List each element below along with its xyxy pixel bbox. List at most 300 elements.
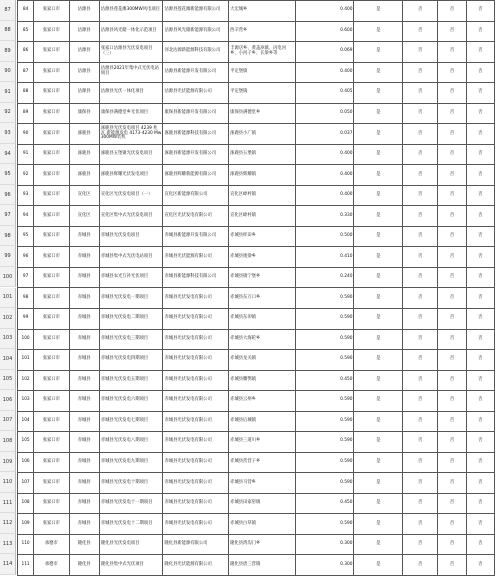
location-cell[interactable]: 大宏城乡	[229, 1, 296, 22]
approved-cell[interactable]: 是	[354, 247, 403, 268]
row-number[interactable]: 89	[0, 41, 16, 62]
capacity-cell[interactable]: 0.590	[295, 411, 354, 432]
company-cell[interactable]: 赤城县光伏发电有限公司	[163, 288, 229, 309]
row-number[interactable]: 88	[0, 21, 16, 42]
approved-cell[interactable]: 是	[354, 288, 403, 309]
row-number[interactable]: 99	[0, 246, 16, 267]
flag-cell[interactable]: 否	[466, 206, 494, 227]
seq-cell[interactable]: 103	[18, 391, 34, 412]
project-name-cell[interactable]: 赤城县光伏发电五期项目	[99, 370, 163, 391]
capacity-cell[interactable]: 0.590	[295, 514, 354, 535]
location-cell[interactable]: 涿鹿县五堡镇	[229, 144, 296, 165]
city-cell[interactable]: 张家口市	[34, 21, 69, 42]
capacity-cell[interactable]: 0.069	[295, 42, 354, 63]
flag-cell[interactable]: 否	[466, 288, 494, 309]
row-number[interactable]: 93	[0, 123, 16, 144]
company-cell[interactable]: 赤城县光伏发电有限公司	[163, 370, 229, 391]
approved-cell[interactable]: 是	[354, 165, 403, 186]
flag-cell[interactable]: 否	[466, 370, 494, 391]
seq-cell[interactable]: 102	[18, 370, 34, 391]
row-number[interactable]: 87	[0, 0, 16, 21]
company-cell[interactable]: 涿鹿县新能源科技有限公司	[163, 124, 229, 145]
location-cell[interactable]: 宣化区崞村镇	[229, 206, 296, 227]
seq-cell[interactable]: 106	[18, 452, 34, 473]
capacity-cell[interactable]: 0.590	[295, 350, 354, 371]
location-cell[interactable]: 赤城县茨营子乡	[229, 452, 296, 473]
county-cell[interactable]: 沽源县	[69, 42, 99, 63]
company-cell[interactable]: 涿鹿县新能源开发有限公司	[163, 144, 229, 165]
flag-cell[interactable]: 否	[438, 370, 466, 391]
project-name-cell[interactable]: 沽源县莲花滩300MW风电项目	[99, 1, 163, 22]
capacity-cell[interactable]: 0.500	[295, 226, 354, 247]
approved-cell[interactable]: 是	[354, 493, 403, 514]
company-cell[interactable]: 宣化区光伏发电有限公司	[163, 206, 229, 227]
city-cell[interactable]: 张家口市	[34, 308, 69, 329]
flag-cell[interactable]: 否	[466, 83, 494, 104]
county-cell[interactable]: 隆化县	[69, 555, 99, 576]
flag-cell[interactable]: 否	[402, 350, 437, 371]
company-cell[interactable]: 沽源县莲花滩新能源有限公司	[163, 1, 229, 22]
county-cell[interactable]: 宣化区	[69, 206, 99, 227]
approved-cell[interactable]: 是	[354, 21, 403, 42]
capacity-cell[interactable]: 0.450	[295, 370, 354, 391]
capacity-cell[interactable]: 0.590	[295, 452, 354, 473]
flag-cell[interactable]: 否	[466, 62, 494, 83]
flag-cell[interactable]: 否	[402, 21, 437, 42]
county-cell[interactable]: 赤城县	[69, 452, 99, 473]
project-name-cell[interactable]: 赤城县农光互补光伏项目	[99, 267, 163, 288]
approved-cell[interactable]: 是	[354, 514, 403, 535]
project-name-cell[interactable]: 沽源县2021年集中式光伏电站项目	[99, 62, 163, 83]
county-cell[interactable]: 赤城县	[69, 473, 99, 494]
city-cell[interactable]: 张家口市	[34, 165, 69, 186]
flag-cell[interactable]: 否	[466, 473, 494, 494]
flag-cell[interactable]: 否	[402, 370, 437, 391]
location-cell[interactable]: 康保县满德堂乡	[229, 103, 296, 124]
row-number[interactable]: 94	[0, 144, 16, 165]
company-cell[interactable]: 沽源县新能源开发有限公司	[163, 62, 229, 83]
city-cell[interactable]: 张家口市	[34, 329, 69, 350]
project-name-cell[interactable]: 隆化县集中式光伏项目	[99, 555, 163, 576]
project-name-cell[interactable]: 赤城县光伏发电十一期项目	[99, 493, 163, 514]
location-cell[interactable]: 赤城县白草镇	[229, 514, 296, 535]
capacity-cell[interactable]: 0.590	[295, 432, 354, 453]
row-number[interactable]: 91	[0, 82, 16, 103]
project-name-cell[interactable]: 赤城县光伏发电二期项目	[99, 308, 163, 329]
flag-cell[interactable]: 否	[466, 432, 494, 453]
project-name-cell[interactable]: 赤城县光伏发电项目	[99, 226, 163, 247]
project-name-cell[interactable]: 张家口沽源县光伏发电项目（三）	[99, 42, 163, 63]
city-cell[interactable]: 张家口市	[34, 124, 69, 145]
approved-cell[interactable]: 是	[354, 555, 403, 576]
company-cell[interactable]: 赤城县光伏发电有限公司	[163, 452, 229, 473]
seq-cell[interactable]: 87	[18, 62, 34, 83]
row-number[interactable]: 111	[0, 493, 16, 514]
location-cell[interactable]: 赤城县龙关镇	[229, 350, 296, 371]
city-cell[interactable]: 承德市	[34, 534, 69, 555]
company-cell[interactable]: 赤城县光伏发电有限公司	[163, 432, 229, 453]
seq-cell[interactable]: 97	[18, 267, 34, 288]
approved-cell[interactable]: 是	[354, 391, 403, 412]
flag-cell[interactable]: 否	[466, 226, 494, 247]
capacity-cell[interactable]: 0.300	[295, 534, 354, 555]
flag-cell[interactable]: 否	[466, 493, 494, 514]
flag-cell[interactable]: 否	[438, 350, 466, 371]
city-cell[interactable]: 张家口市	[34, 411, 69, 432]
county-cell[interactable]: 赤城县	[69, 432, 99, 453]
seq-cell[interactable]: 93	[18, 185, 34, 206]
location-cell[interactable]: 赤城县镇宁堡乡	[229, 267, 296, 288]
flag-cell[interactable]: 否	[402, 83, 437, 104]
capacity-cell[interactable]: 0.405	[295, 83, 354, 104]
flag-cell[interactable]: 否	[438, 42, 466, 63]
flag-cell[interactable]: 否	[402, 226, 437, 247]
flag-cell[interactable]: 否	[438, 411, 466, 432]
company-cell[interactable]: 赤城县光伏发电有限公司	[163, 514, 229, 535]
project-name-cell[interactable]: 赤城县光伏发电四期项目	[99, 350, 163, 371]
flag-cell[interactable]: 否	[466, 308, 494, 329]
county-cell[interactable]: 赤城县	[69, 267, 99, 288]
capacity-cell[interactable]: 0.450	[295, 493, 354, 514]
location-cell[interactable]: 赤城县马营乡	[229, 473, 296, 494]
seq-cell[interactable]: 105	[18, 432, 34, 453]
seq-cell[interactable]: 98	[18, 288, 34, 309]
approved-cell[interactable]: 是	[354, 534, 403, 555]
city-cell[interactable]: 张家口市	[34, 350, 69, 371]
location-cell[interactable]: 赤城县雕鹗镇	[229, 370, 296, 391]
project-name-cell[interactable]: 沽源县风光储一体化示范项目	[99, 21, 163, 42]
flag-cell[interactable]: 否	[402, 185, 437, 206]
flag-cell[interactable]: 否	[438, 103, 466, 124]
seq-cell[interactable]: 107	[18, 473, 34, 494]
company-cell[interactable]: 康保县新能源开发有限公司	[163, 103, 229, 124]
flag-cell[interactable]: 否	[438, 514, 466, 535]
row-number[interactable]: 113	[0, 534, 16, 555]
approved-cell[interactable]: 是	[354, 206, 403, 227]
flag-cell[interactable]: 否	[466, 534, 494, 555]
capacity-cell[interactable]: 0.050	[295, 103, 354, 124]
project-name-cell[interactable]: 赤城县光伏发电十二期项目	[99, 514, 163, 535]
project-name-cell[interactable]: 赤城县光伏发电七期项目	[99, 411, 163, 432]
approved-cell[interactable]: 是	[354, 62, 403, 83]
flag-cell[interactable]: 否	[402, 411, 437, 432]
project-name-cell[interactable]: 涿鹿县五堡镇光伏发电项目	[99, 144, 163, 165]
flag-cell[interactable]: 否	[402, 288, 437, 309]
flag-cell[interactable]: 否	[438, 432, 466, 453]
row-number[interactable]: 108	[0, 431, 16, 452]
capacity-cell[interactable]: 0.400	[295, 185, 354, 206]
flag-cell[interactable]: 否	[438, 62, 466, 83]
flag-cell[interactable]: 否	[402, 452, 437, 473]
approved-cell[interactable]: 是	[354, 103, 403, 124]
row-number[interactable]: 112	[0, 513, 16, 534]
row-number[interactable]: 90	[0, 62, 16, 83]
row-number[interactable]: 102	[0, 308, 16, 329]
company-cell[interactable]: 赤城县光伏发电有限公司	[163, 493, 229, 514]
approved-cell[interactable]: 是	[354, 124, 403, 145]
project-name-cell[interactable]: 宣化区光伏发电项目（一）	[99, 185, 163, 206]
company-cell[interactable]: 宣化区新能源有限公司	[163, 185, 229, 206]
city-cell[interactable]: 张家口市	[34, 247, 69, 268]
flag-cell[interactable]: 否	[466, 267, 494, 288]
flag-cell[interactable]: 否	[438, 473, 466, 494]
seq-cell[interactable]: 110	[18, 534, 34, 555]
location-cell[interactable]: 平定堡镇	[229, 83, 296, 104]
flag-cell[interactable]: 否	[438, 452, 466, 473]
approved-cell[interactable]: 是	[354, 329, 403, 350]
city-cell[interactable]: 张家口市	[34, 144, 69, 165]
seq-cell[interactable]: 88	[18, 83, 34, 104]
capacity-cell[interactable]: 0.037	[295, 124, 354, 145]
seq-cell[interactable]: 104	[18, 411, 34, 432]
row-number[interactable]: 114	[0, 554, 16, 575]
company-cell[interactable]: 赤城县新能源开发有限公司	[163, 226, 229, 247]
company-cell[interactable]: 赤城县光伏发电有限公司	[163, 308, 229, 329]
flag-cell[interactable]: 否	[466, 247, 494, 268]
approved-cell[interactable]: 是	[354, 308, 403, 329]
approved-cell[interactable]: 是	[354, 226, 403, 247]
flag-cell[interactable]: 否	[466, 411, 494, 432]
capacity-cell[interactable]: 0.300	[295, 555, 354, 576]
row-number[interactable]: 109	[0, 452, 16, 473]
county-cell[interactable]: 沽源县	[69, 62, 99, 83]
seq-cell[interactable]: 100	[18, 329, 34, 350]
county-cell[interactable]: 赤城县	[69, 370, 99, 391]
location-cell[interactable]: 赤城县东万口乡	[229, 288, 296, 309]
seq-cell[interactable]: 99	[18, 308, 34, 329]
county-cell[interactable]: 赤城县	[69, 329, 99, 350]
company-cell[interactable]: 沽源县光伏能源有限公司	[163, 83, 229, 104]
company-cell[interactable]: 赤城县光伏发电有限公司	[163, 329, 229, 350]
approved-cell[interactable]: 是	[354, 452, 403, 473]
county-cell[interactable]: 涿鹿县	[69, 165, 99, 186]
location-cell[interactable]: 涿鹿县辉耀镇	[229, 165, 296, 186]
project-name-cell[interactable]: 赤城县光伏发电六期项目	[99, 391, 163, 412]
county-cell[interactable]: 赤城县	[69, 350, 99, 371]
project-name-cell[interactable]: 宣化区集中式光伏发电项目	[99, 206, 163, 227]
location-cell[interactable]: 赤城县大海陀乡	[229, 329, 296, 350]
county-cell[interactable]: 隆化县	[69, 534, 99, 555]
county-cell[interactable]: 宣化区	[69, 185, 99, 206]
capacity-cell[interactable]: 0.240	[295, 267, 354, 288]
approved-cell[interactable]: 是	[354, 42, 403, 63]
flag-cell[interactable]: 否	[438, 226, 466, 247]
county-cell[interactable]: 赤城县	[69, 391, 99, 412]
flag-cell[interactable]: 否	[402, 308, 437, 329]
approved-cell[interactable]: 是	[354, 185, 403, 206]
flag-cell[interactable]: 否	[438, 329, 466, 350]
flag-cell[interactable]: 否	[466, 1, 494, 22]
flag-cell[interactable]: 否	[466, 391, 494, 412]
seq-cell[interactable]: 101	[18, 350, 34, 371]
location-cell[interactable]: 隆化县湾沟门乡	[229, 534, 296, 555]
flag-cell[interactable]: 否	[402, 555, 437, 576]
flag-cell[interactable]: 否	[402, 514, 437, 535]
location-cell[interactable]: 赤城县炮梁乡	[229, 247, 296, 268]
flag-cell[interactable]: 否	[438, 21, 466, 42]
county-cell[interactable]: 沽源县	[69, 21, 99, 42]
city-cell[interactable]: 张家口市	[34, 185, 69, 206]
flag-cell[interactable]: 否	[402, 391, 437, 412]
row-number[interactable]: 105	[0, 370, 16, 391]
location-cell[interactable]: 涿鹿县小广镇	[229, 124, 296, 145]
project-name-cell[interactable]: 沽源县光伏一体化项目	[99, 83, 163, 104]
seq-cell[interactable]: 96	[18, 247, 34, 268]
county-cell[interactable]: 赤城县	[69, 493, 99, 514]
company-cell[interactable]: 赤城县光伏发电有限公司	[163, 411, 229, 432]
flag-cell[interactable]: 否	[438, 1, 466, 22]
capacity-cell[interactable]: 0.590	[295, 288, 354, 309]
flag-cell[interactable]: 否	[402, 267, 437, 288]
city-cell[interactable]: 张家口市	[34, 103, 69, 124]
project-name-cell[interactable]: 康保县满德堂乡光伏项目	[99, 103, 163, 124]
location-cell[interactable]: 赤城县东卯镇	[229, 308, 296, 329]
flag-cell[interactable]: 否	[466, 144, 494, 165]
flag-cell[interactable]: 否	[438, 493, 466, 514]
flag-cell[interactable]: 否	[466, 350, 494, 371]
flag-cell[interactable]: 否	[402, 62, 437, 83]
location-cell[interactable]: 赤城县样田乡	[229, 226, 296, 247]
flag-cell[interactable]: 否	[402, 42, 437, 63]
location-cell[interactable]: 赤城县三道川乡	[229, 432, 296, 453]
company-cell[interactable]: 隆化县光伏能源有限公司	[163, 555, 229, 576]
location-cell[interactable]: 丰源店乡、黄盖淖镇、闪电河乡、小河子乡、长梁乡等	[229, 42, 296, 63]
flag-cell[interactable]: 否	[402, 1, 437, 22]
row-number[interactable]: 106	[0, 390, 16, 411]
seq-cell[interactable]: 92	[18, 165, 34, 186]
project-name-cell[interactable]: 赤城县光伏发电三期项目	[99, 329, 163, 350]
row-number[interactable]: 104	[0, 349, 16, 370]
capacity-cell[interactable]: 0.590	[295, 329, 354, 350]
approved-cell[interactable]: 是	[354, 411, 403, 432]
seq-cell[interactable]: 111	[18, 555, 34, 576]
county-cell[interactable]: 赤城县	[69, 514, 99, 535]
flag-cell[interactable]: 否	[466, 452, 494, 473]
company-cell[interactable]: 赤城县光伏能源有限公司	[163, 247, 229, 268]
flag-cell[interactable]: 否	[438, 534, 466, 555]
city-cell[interactable]: 张家口市	[34, 206, 69, 227]
city-cell[interactable]: 张家口市	[34, 452, 69, 473]
row-number[interactable]: 110	[0, 472, 16, 493]
city-cell[interactable]: 张家口市	[34, 226, 69, 247]
county-cell[interactable]: 沽源县	[69, 83, 99, 104]
capacity-cell[interactable]: 0.330	[295, 206, 354, 227]
approved-cell[interactable]: 是	[354, 432, 403, 453]
capacity-cell[interactable]: 0.600	[295, 21, 354, 42]
county-cell[interactable]: 康保县	[69, 103, 99, 124]
company-cell[interactable]: 赤城县光伏发电有限公司	[163, 473, 229, 494]
seq-cell[interactable]: 94	[18, 206, 34, 227]
company-cell[interactable]: 赤城县光伏发电有限公司	[163, 350, 229, 371]
flag-cell[interactable]: 否	[402, 206, 437, 227]
flag-cell[interactable]: 否	[438, 288, 466, 309]
flag-cell[interactable]: 否	[402, 103, 437, 124]
flag-cell[interactable]: 否	[402, 247, 437, 268]
city-cell[interactable]: 张家口市	[34, 370, 69, 391]
city-cell[interactable]: 张家口市	[34, 432, 69, 453]
approved-cell[interactable]: 是	[354, 370, 403, 391]
flag-cell[interactable]: 否	[466, 185, 494, 206]
capacity-cell[interactable]: 0.400	[295, 165, 354, 186]
county-cell[interactable]: 赤城县	[69, 308, 99, 329]
row-number[interactable]: 92	[0, 103, 16, 124]
county-cell[interactable]: 赤城县	[69, 411, 99, 432]
row-number[interactable]: 107	[0, 411, 16, 432]
company-cell[interactable]: 河北沽源新能源科技有限公司	[163, 42, 229, 63]
location-cell[interactable]: 赤城县云州乡	[229, 391, 296, 412]
seq-cell[interactable]: 84	[18, 1, 34, 22]
company-cell[interactable]: 隆化县新能源有限公司	[163, 534, 229, 555]
seq-cell[interactable]: 89	[18, 103, 34, 124]
flag-cell[interactable]: 否	[402, 329, 437, 350]
flag-cell[interactable]: 否	[466, 555, 494, 576]
capacity-cell[interactable]: 0.400	[295, 1, 354, 22]
approved-cell[interactable]: 是	[354, 350, 403, 371]
project-name-cell[interactable]: 赤城县光伏发电十期项目	[99, 473, 163, 494]
row-number[interactable]: 98	[0, 226, 16, 247]
company-cell[interactable]: 赤城县光伏发电有限公司	[163, 391, 229, 412]
row-number[interactable]: 95	[0, 164, 16, 185]
project-name-cell[interactable]: 赤城县光伏发电九期项目	[99, 452, 163, 473]
project-name-cell[interactable]: 涿鹿县辉耀光伏发电项目	[99, 165, 163, 186]
row-number[interactable]: 97	[0, 205, 16, 226]
flag-cell[interactable]: 否	[438, 185, 466, 206]
flag-cell[interactable]: 否	[466, 42, 494, 63]
city-cell[interactable]: 张家口市	[34, 288, 69, 309]
company-cell[interactable]: 涿鹿县辉耀新能源有限公司	[163, 165, 229, 186]
city-cell[interactable]: 张家口市	[34, 391, 69, 412]
flag-cell[interactable]: 否	[466, 514, 494, 535]
seq-cell[interactable]: 85	[18, 21, 34, 42]
location-cell[interactable]: 赤城县后城镇	[229, 411, 296, 432]
company-cell[interactable]: 赤城县新能源科技有限公司	[163, 267, 229, 288]
project-name-cell[interactable]: 赤城县光伏发电一期项目	[99, 288, 163, 309]
city-cell[interactable]: 张家口市	[34, 83, 69, 104]
county-cell[interactable]: 涿鹿县	[69, 144, 99, 165]
location-cell[interactable]: 隆化县唐三营镇	[229, 555, 296, 576]
row-number[interactable]: 96	[0, 185, 16, 206]
flag-cell[interactable]: 否	[402, 432, 437, 453]
approved-cell[interactable]: 是	[354, 267, 403, 288]
location-cell[interactable]: 赤城县田家窑镇	[229, 493, 296, 514]
seq-cell[interactable]: 108	[18, 493, 34, 514]
location-cell[interactable]: 平定堡镇	[229, 62, 296, 83]
company-cell[interactable]: 沽源县风光储新能源有限公司	[163, 21, 229, 42]
city-cell[interactable]: 张家口市	[34, 42, 69, 63]
city-cell[interactable]: 张家口市	[34, 514, 69, 535]
city-cell[interactable]: 承德市	[34, 555, 69, 576]
flag-cell[interactable]: 否	[402, 473, 437, 494]
row-number[interactable]: 103	[0, 329, 16, 350]
seq-cell[interactable]: 109	[18, 514, 34, 535]
flag-cell[interactable]: 否	[402, 144, 437, 165]
flag-cell[interactable]: 否	[438, 555, 466, 576]
flag-cell[interactable]: 否	[466, 329, 494, 350]
city-cell[interactable]: 张家口市	[34, 473, 69, 494]
county-cell[interactable]: 赤城县	[69, 288, 99, 309]
approved-cell[interactable]: 是	[354, 1, 403, 22]
seq-cell[interactable]: 86	[18, 42, 34, 63]
capacity-cell[interactable]: 0.400	[295, 144, 354, 165]
seq-cell[interactable]: 90	[18, 124, 34, 145]
county-cell[interactable]: 涿鹿县	[69, 124, 99, 145]
project-name-cell[interactable]: 涿鹿县光伏发电项目 4239 兆瓦 新能源发电 4173-4230 Mw 300MW装机	[99, 124, 163, 145]
flag-cell[interactable]: 否	[438, 267, 466, 288]
flag-cell[interactable]: 否	[402, 493, 437, 514]
approved-cell[interactable]: 是	[354, 144, 403, 165]
location-cell[interactable]: 西辛营乡	[229, 21, 296, 42]
flag-cell[interactable]: 否	[438, 308, 466, 329]
